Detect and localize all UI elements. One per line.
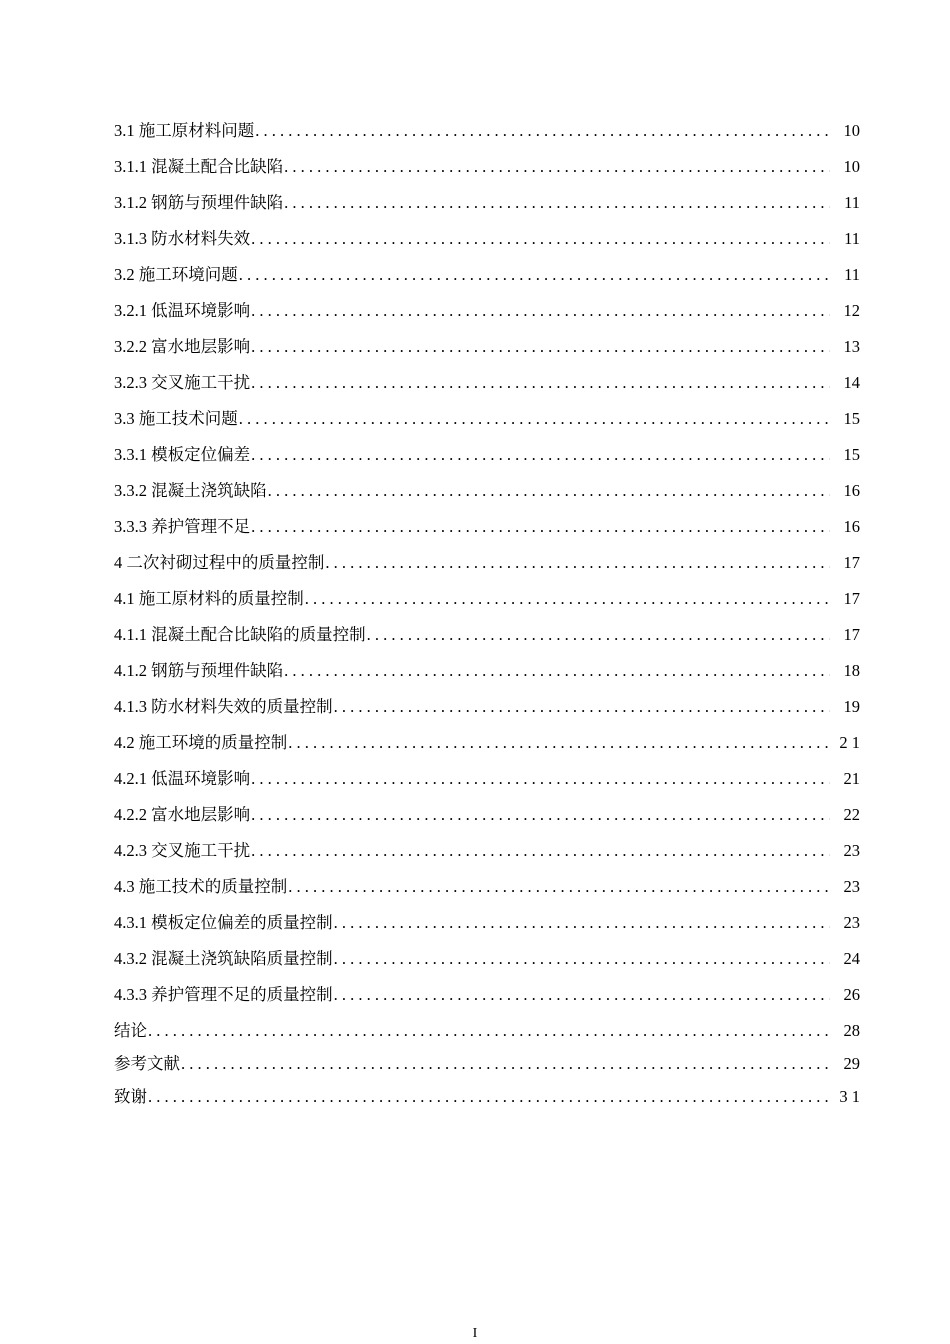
toc-leader-dots	[251, 517, 830, 537]
toc-leader-dots	[251, 805, 830, 825]
toc-entry	[114, 945, 860, 981]
toc-entry-page: 15	[843, 409, 860, 428]
toc-leader-dots	[251, 229, 830, 249]
toc-entry-page: 22	[843, 805, 860, 824]
toc-leader-dots	[148, 1087, 829, 1107]
toc-entry-page: 12	[843, 301, 860, 320]
toc-leader-dots	[255, 121, 830, 141]
toc-entry	[114, 981, 860, 1017]
toc-leader-dots	[334, 697, 830, 717]
toc-entry-page: 10	[843, 121, 860, 140]
toc-leader-dots	[367, 625, 830, 645]
toc-entry-page: 11	[844, 229, 860, 248]
toc-leader-dots	[148, 1021, 830, 1041]
toc-entry-page: 13	[843, 337, 860, 356]
toc-entry-title: 4.3.3 养护管理不足的质量控制	[114, 985, 333, 1004]
toc-entry	[114, 261, 860, 297]
toc-entry-title: 4.1.1 混凝土配合比缺陷的质量控制	[114, 625, 366, 644]
toc-entry	[114, 117, 860, 153]
toc-entry-title: 4.1 施工原材料的质量控制	[114, 589, 304, 608]
toc-leader-dots	[251, 769, 830, 789]
toc-entry	[114, 693, 860, 729]
toc-entry-title: 3.3.1 模板定位偏差	[114, 445, 251, 464]
toc-entry	[114, 585, 860, 621]
toc-entry-title: 4.3 施工技术的质量控制	[114, 877, 288, 896]
toc-entry-page: 23	[843, 877, 860, 896]
page-number: I	[472, 1326, 478, 1341]
toc-entry	[114, 873, 860, 909]
toc-entry-page: 3 1	[839, 1087, 860, 1106]
toc-entry	[114, 153, 860, 189]
toc-entry	[114, 369, 860, 405]
toc-entry	[114, 1017, 860, 1050]
toc-entry-page: 23	[843, 841, 860, 860]
toc-entry	[114, 297, 860, 333]
toc-entry-title: 4.2.1 低温环境影响	[114, 769, 251, 788]
toc-entry-page: 23	[843, 913, 860, 932]
toc-entry-title: 4.3.2 混凝土浇筑缺陷质量控制	[114, 949, 333, 968]
toc-leader-dots	[288, 733, 829, 753]
toc-leader-dots	[305, 589, 830, 609]
toc-entry-title: 3.2.1 低温环境影响	[114, 301, 251, 320]
toc-entry-title: 4.2 施工环境的质量控制	[114, 733, 288, 752]
toc-entry-page: 18	[843, 661, 860, 680]
toc-entry-title: 4.2.2 富水地层影响	[114, 805, 251, 824]
toc-entry-page: 29	[843, 1054, 860, 1073]
toc-leader-dots	[239, 265, 830, 285]
toc-entry-page: 17	[843, 625, 860, 644]
toc-entry	[114, 513, 860, 549]
toc-entry	[114, 225, 860, 261]
toc-leader-dots	[251, 301, 830, 321]
table-of-contents	[114, 117, 860, 1119]
toc-entry	[114, 333, 860, 369]
toc-entry-title: 3.1.1 混凝土配合比缺陷	[114, 157, 284, 176]
toc-entry-page: 16	[843, 481, 860, 500]
toc-entry-title: 4 二次衬砌过程中的质量控制	[114, 553, 325, 572]
toc-leader-dots	[251, 373, 830, 393]
toc-entry	[114, 837, 860, 873]
toc-entry-page: 15	[843, 445, 860, 464]
toc-entry-page: 11	[844, 193, 860, 212]
toc-entry-title: 3.1 施工原材料问题	[114, 121, 255, 140]
toc-entry-title: 3.2 施工环境问题	[114, 265, 238, 284]
toc-entry-title: 3.2.3 交叉施工干扰	[114, 373, 251, 392]
toc-leader-dots	[325, 553, 830, 573]
toc-entry-page: 24	[843, 949, 860, 968]
toc-entry	[114, 765, 860, 801]
toc-entry-page: 14	[843, 373, 860, 392]
toc-entry-page: 10	[843, 157, 860, 176]
toc-entry-page: 16	[843, 517, 860, 536]
toc-leader-dots	[334, 985, 830, 1005]
toc-entry-page: 17	[843, 589, 860, 608]
toc-entry-title: 致谢	[114, 1087, 147, 1106]
toc-leader-dots	[334, 949, 830, 969]
toc-leader-dots	[334, 913, 830, 933]
toc-entry-title: 4.1.3 防水材料失效的质量控制	[114, 697, 333, 716]
toc-entry-page: 26	[843, 985, 860, 1004]
toc-entry-title: 3.2.2 富水地层影响	[114, 337, 251, 356]
toc-entry-page: 21	[843, 769, 860, 788]
toc-entry-page: 17	[843, 553, 860, 572]
toc-leader-dots	[239, 409, 830, 429]
toc-entry	[114, 1050, 860, 1083]
toc-entry	[114, 909, 860, 945]
toc-entry	[114, 801, 860, 837]
toc-entry	[114, 621, 860, 657]
toc-leader-dots	[251, 337, 830, 357]
toc-leader-dots	[284, 157, 830, 177]
toc-entry-title: 4.3.1 模板定位偏差的质量控制	[114, 913, 333, 932]
toc-leader-dots	[251, 841, 830, 861]
toc-entry-title: 结论	[114, 1021, 147, 1040]
toc-entry	[114, 189, 860, 225]
toc-leader-dots	[284, 661, 830, 681]
toc-entry-page: 28	[843, 1021, 860, 1040]
toc-leader-dots	[251, 445, 830, 465]
toc-entry	[114, 477, 860, 513]
toc-leader-dots	[268, 481, 830, 501]
toc-leader-dots	[284, 193, 830, 213]
toc-entry-page: 2 1	[839, 733, 860, 752]
toc-entry-title: 4.1.2 钢筋与预埋件缺陷	[114, 661, 284, 680]
toc-entry	[114, 441, 860, 477]
toc-leader-dots	[288, 877, 830, 897]
toc-entry-page: 11	[844, 265, 860, 284]
toc-entry-title: 参考文献	[114, 1054, 180, 1073]
toc-entry-title: 3.3 施工技术问题	[114, 409, 238, 428]
toc-entry	[114, 729, 860, 765]
toc-entry	[114, 405, 860, 441]
toc-entry-title: 3.3.3 养护管理不足	[114, 517, 251, 536]
toc-entry	[114, 657, 860, 693]
toc-entry-page: 19	[843, 697, 860, 716]
toc-entry	[114, 549, 860, 585]
toc-entry-title: 3.3.2 混凝土浇筑缺陷	[114, 481, 267, 500]
toc-entry	[114, 1083, 860, 1119]
toc-leader-dots	[181, 1054, 830, 1074]
toc-entry-title: 3.1.3 防水材料失效	[114, 229, 251, 248]
toc-entry-title: 4.2.3 交叉施工干扰	[114, 841, 251, 860]
toc-entry-title: 3.1.2 钢筋与预埋件缺陷	[114, 193, 284, 212]
